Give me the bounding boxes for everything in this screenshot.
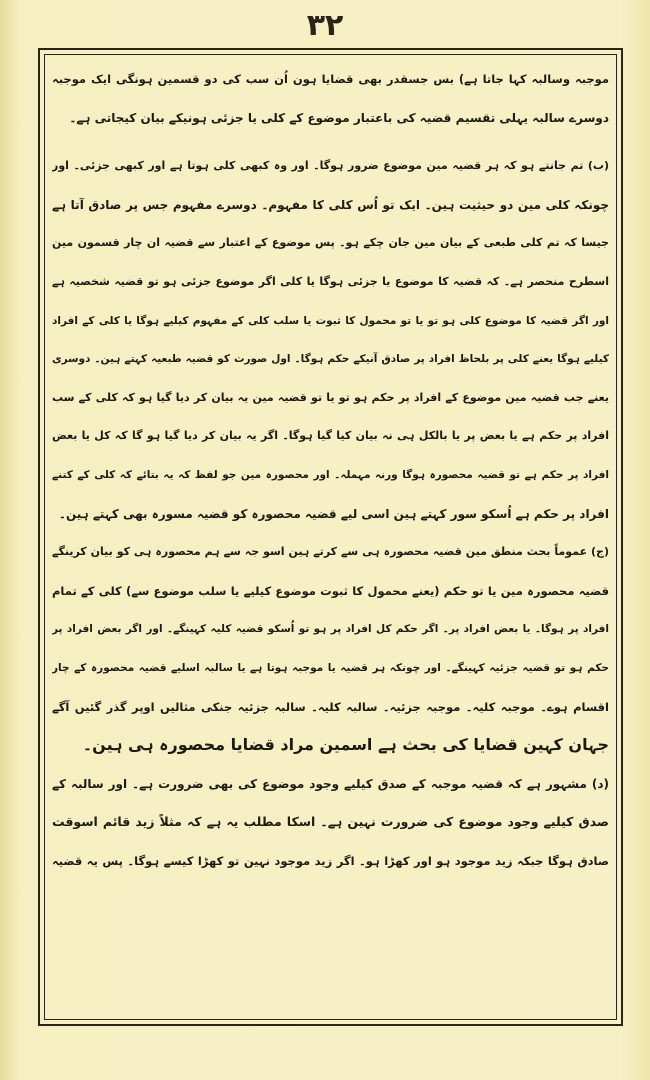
text-line: (د) مشہور ہے کہ قضیہ موجبہ کے صدق کیلیے وجود موضوع کی بھی ضرورت ہے۔ اور سالبہ کے (52, 776, 609, 791)
text-line: کیلیے ہوگا یعنے کلی پر بلحاظ افراد پر صادق آنیکے حکم ہوگا۔ اول صورت کو قضیہ طبعیہ کہتے ہین۔ دوسری (52, 353, 609, 366)
text-line: قضیہ محصورہ مین یا تو حکم (یعنے محمول کا ثبوت موضوع کیلیے یا سلب موضوع سے) کلی کے تمام (52, 583, 609, 598)
text-line: صدق کیلیے وجود موضوع کی ضرورت نہین ہے۔ اسکا مطلب یہ ہے کہ مثلاً زید قائم اسوقت (52, 814, 609, 830)
text-line: (ب) تم جانتے ہو کہ ہر قضیہ مین موضوع ضرور ہوگا۔ اور وہ کبھی کلی ہوتا ہے اور کبھی جزئی۔ اور (52, 159, 609, 173)
text-line: حکم ہو تو قضیہ جزئیہ کہینگے۔ اور چونکہ ہر قضیہ یا موجبہ ہوتا ہے یا سالبہ اسلیے قضیہ محصورہ کے چار (52, 661, 609, 674)
text-line: دوسرے سالبہ یہلی تقسیم قضیہ کی باعتبار موضوع کے کلی یا جزئی ہونیکے بیان کیجاتی ہے۔ (69, 110, 609, 125)
text-line: افراد پر ہوگا۔ یا بعض افراد پر۔ اگر حکم کل افراد پر ہو تو اُسکو قضیہ کلیہ کہینگے۔ اور اگر بعض افراد پر (52, 623, 609, 636)
text-body (52, 60, 609, 1016)
text-line: چونکہ کلی مین دو حیثیت ہین۔ ایک تو اُس کلی کا مفہوم۔ دوسرے مفہوم جس پر صادق آتا ہے (52, 197, 609, 212)
text-line: اور اگر قضیہ کا موضوع کلی ہو تو یا تو محمول کا ثبوت یا سلب کلی کے مفہوم کیلیے ہوگا یا کلی کے افراد (52, 314, 609, 327)
text-line: یعنے جب قضیہ مین موضوع کے افراد پر حکم ہو تو یا تو قضیہ مین یہ بیان کر دیا گیا ہو کہ کلی کے سب (52, 390, 609, 404)
text-line: جیسا کہ تم کلی طبعی کے بیان مین جان چکے ہو۔ پس موضوع کے اعتبار سے قضیہ ان چار قسمون مین (52, 236, 609, 250)
text-line: (ج) عموماً بحث منطق مین قضیہ محصورہ ہی سے کرتے ہین اسو جہ سے ہم محصورہ ہی کو بیان کرینگے (52, 545, 609, 559)
text-line: موجبہ وسالبہ کہا جاتا ہے) بس جسقدر بھی قضایا ہون اُن سب کی دو قسمین ہونگی ایک موجبہ (52, 72, 609, 86)
text-line: افراد پر حکم ہے تو قضیہ محصورہ ہوگا ورنہ مہملہ۔ اور محصورہ مین جو لفظ کہ یہ بتائے کہ کلی کے کتنے (52, 468, 609, 481)
text-line: اسطرح منحصر ہے۔ کہ قضیہ کا موضوع یا جزئی ہوگا یا کلی اگر موضوع جزئی ہو تو قضیہ شخصیہ ہے (52, 274, 609, 288)
text-line: افراد پر حکم ہے یا بعض پر یا بالکل ہی نہ بیان کیا گیا ہوگا۔ اگر یہ بیان کر دیا گیا ہو گا کہ کل یا بعض (52, 429, 609, 443)
page-number: ۳۲ (306, 8, 344, 43)
text-line: اقسام ہوے۔ موجبہ کلیہ۔ موجبہ جزئیہ۔ سالبہ کلیہ۔ سالبہ جزئیہ جنکی مثالیں اوپر گذر گئیں آگے (52, 699, 609, 714)
text-line: جہان کہین قضایا کی بحث ہے اسمین مراد قضایا محصورہ ہی ہین۔ (82, 735, 609, 755)
text-line: صادق ہوگا جبکہ زید موجود ہو اور کھڑا ہو۔ اگر زید موجود نہین تو کھڑا کیسے ہوگا۔ پس یہ قضیہ (52, 853, 609, 868)
text-line: افراد پر حکم ہے اُسکو سور کہتے ہین اسی لیے قضیہ محصورہ کو قضیہ مسورہ بھی کہتے ہین۔ (58, 506, 609, 521)
